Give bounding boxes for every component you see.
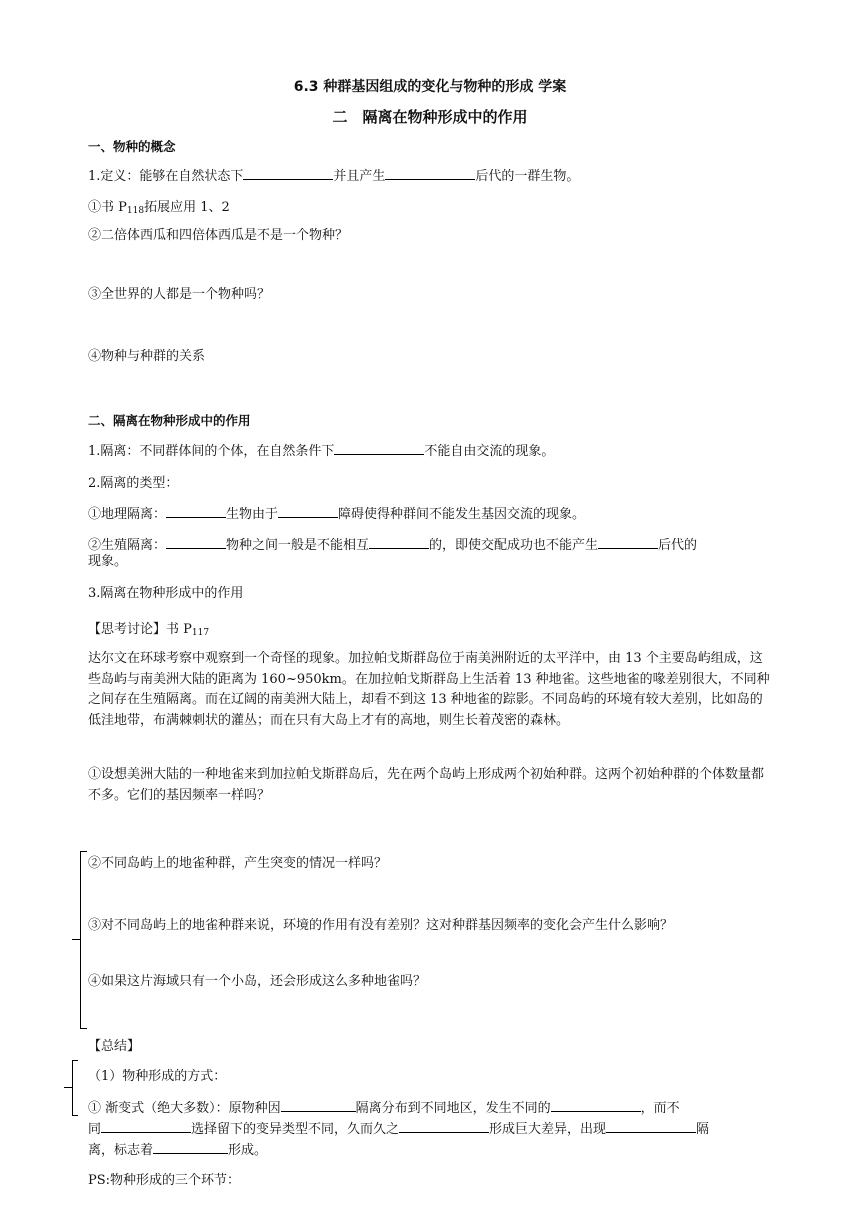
question-3: ③全世界的人都是一个物种吗？ <box>88 287 271 302</box>
document-title: 6.3 种群基因组成的变化与物种的形成 学案 <box>293 79 567 95</box>
discussion-question-1: ①设想美洲大陆的一种地雀来到加拉帕戈斯群岛后，先在两个岛屿上形成两个初始种群。这两个初始种群的个体数量都不多。它们的基因频率一样吗？ <box>88 767 765 803</box>
answer-blank[interactable] <box>243 166 333 180</box>
discussion-question-2: ②不同岛屿上的地雀种群，产生突变的情况一样吗？ <box>88 856 388 871</box>
answer-blank[interactable] <box>278 504 338 518</box>
summary-heading: 【总结】 <box>88 1039 141 1054</box>
answer-blank[interactable] <box>399 1119 489 1133</box>
section1-heading: 一、物种的概念 <box>88 139 176 154</box>
ps-note: PS:物种形成的三个环节： <box>88 1173 241 1188</box>
question-4: ④物种与种群的关系 <box>88 349 206 364</box>
gradual-line-3: 离，标志着 形成。 <box>88 1140 267 1160</box>
answer-blank[interactable] <box>166 535 226 549</box>
discussion-passage: 达尔文在环球考察中观察到一个奇怪的现象。加拉帕戈斯群岛位于南美洲附近的太平洋中，由 13 个主要岛屿组成，这些岛屿与南美洲大陆的距离为 160~950km。在加拉帕戈斯群岛上生活着 13 种地雀。这些地雀的喙差别很大，不同种之间存在生殖隔离。而在辽阔的南美洲大陆上，却看不到这 13 种地雀的踪影。不同岛屿的环境有较大差别，比如岛的低洼地带，布满棘刺状的灌丛；而在只有大岛上才有的高地，则生长着茂密的森林。 <box>88 651 770 728</box>
section2-heading: 二、隔离在物种形成中的作用 <box>88 413 251 428</box>
answer-blank[interactable] <box>166 504 226 518</box>
reproductive-isolation: ②生殖隔离： 物种之间一般是不能相互 的，即使交配成功也不能产生 后代的 <box>88 535 697 555</box>
answer-blank[interactable] <box>551 1098 641 1112</box>
definition-line: 1.定义：能够在自然状态下 并且产生 后代的一群生物。 <box>88 166 579 186</box>
bracket-tick <box>64 1087 73 1088</box>
answer-blank[interactable] <box>281 1098 356 1112</box>
question-2: ②二倍体西瓜和四倍体西瓜是不是一个物种？ <box>88 228 349 243</box>
answer-blank[interactable] <box>101 1119 191 1133</box>
bracket-tick <box>72 939 81 940</box>
gradual-line-2: 同 选择留下的变异类型不同，久而久之 形成巨大差异，出现 隔 <box>88 1119 709 1139</box>
bracket <box>72 1060 78 1116</box>
isolation-definition: 1.隔离：不同群体间的个体，在自然条件下 不能自由交流的现象。 <box>88 441 554 461</box>
isolation-role: 3.隔离在物种形成中的作用 <box>88 586 244 601</box>
discussion-heading: 【思考讨论】书 $P_{117}$ <box>88 622 210 638</box>
answer-blank[interactable] <box>153 1140 228 1154</box>
answer-blank[interactable] <box>598 535 658 549</box>
isolation-types: 2.隔离的类型： <box>88 476 179 491</box>
answer-blank[interactable] <box>606 1119 696 1133</box>
discussion-question-3: ③对不同岛屿上的地雀种群来说，环境的作用有没有差别？这对种群基因频率的变化会产生什么影响？ <box>88 918 674 933</box>
answer-blank[interactable] <box>334 441 424 455</box>
answer-blank[interactable] <box>369 535 429 549</box>
bracket <box>80 851 87 1029</box>
reproductive-isolation-end: 现象。 <box>88 554 128 569</box>
document-subtitle: 二 隔离在物种形成中的作用 <box>332 108 528 126</box>
discussion-question-4: ④如果这片海域只有一个小岛，还会形成这么多种地雀吗？ <box>88 974 427 989</box>
question-1: ①书 $P_{118}$拓展应用 1、2 <box>88 200 230 216</box>
answer-blank[interactable] <box>385 166 475 180</box>
formation-ways: （1）物种形成的方式： <box>88 1069 227 1084</box>
gradual-line-1: ① 渐变式（绝大多数）：原物种因 隔离分布到不同地区，发生不同的 ，而不 <box>88 1098 680 1118</box>
geographic-isolation: ①地理隔离： 生物由于 障碍使得种群间不能发生基因交流的现象。 <box>88 504 585 524</box>
